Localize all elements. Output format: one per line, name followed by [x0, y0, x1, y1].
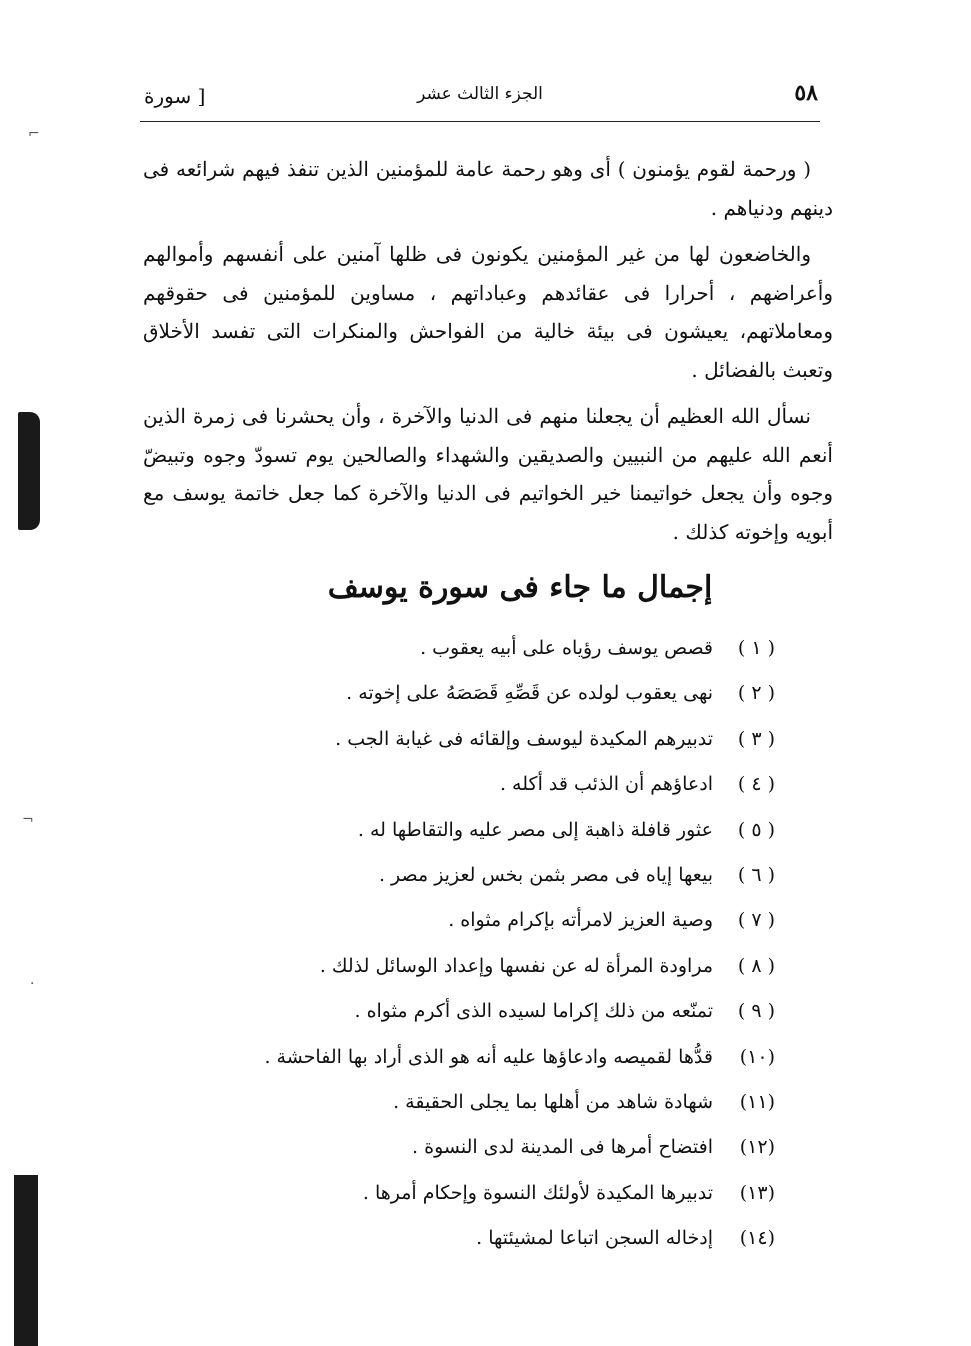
item-number: ( ٤ ) — [737, 773, 775, 796]
part-title: الجزء الثالث عشر — [417, 84, 543, 104]
item-number: ( ٩ ) — [737, 1000, 775, 1023]
summary-item — [215, 626, 775, 671]
item-text: ادعاؤهم أن الذئب قد أكله . — [499, 773, 713, 796]
section-heading: إجمال ما جاء فى سورة يوسف — [327, 570, 713, 605]
item-text: مراودة المرأة له عن نفسها وإعداد الوسائل لذلك . — [319, 954, 713, 977]
summary-item — [215, 717, 775, 762]
paragraph: نسأل الله العظيم أن يجعلنا منهم فى الدنيا والآخرة ، وأن يحشرنا فى زمرة الذين أنعم الله عليهم من النبيين والصديقين والشهداء والصالحين يوم تسودّ وجوه وتبيضّ وجوه وأن يجعل خواتيمنا خير الخواتيم فى الدنيا والآخرة كما جعل خاتمة يوسف مع أبويه وإخوته كذلك . — [143, 404, 833, 544]
summary-item — [215, 989, 775, 1034]
surah-label: [ سورة — [144, 84, 206, 108]
summary-list — [215, 626, 775, 1261]
item-number: (١٢) — [739, 1136, 775, 1159]
summary-item — [215, 1125, 775, 1170]
item-text: افتضاح أمرها فى المدينة لدى النسوة . — [412, 1136, 713, 1159]
item-number: ( ٣ ) — [737, 727, 775, 750]
item-text: قدُّها لقميصه وادعاؤها عليه أنه هو الذى أراد بها الفاحشة . — [264, 1045, 713, 1068]
item-text: تدبيرهم المكيدة ليوسف وإلقائه فى غيابة الجب . — [335, 727, 713, 750]
paragraph: والخاضعون لها من غير المؤمنين يكونون فى ظلها آمنين على أنفسهم وأموالهم وأعراضهم ، أحرارا فى عقائدهم وعباداتهم ، مساوين للمؤمنين فى حقوقهم ومعاملاتهم، يعيشون فى بيئة خالية من الفواحش والمنكرات التى تفسد الأخلاق وتعبث بالفضائل . — [143, 242, 833, 382]
item-number: ( ١ ) — [737, 637, 775, 659]
scan-shadow-bottom — [14, 1175, 38, 1346]
item-number: (١٤) — [739, 1227, 775, 1250]
summary-item — [215, 671, 775, 716]
scan-speck: · — [30, 976, 35, 992]
summary-item — [215, 1216, 775, 1261]
item-number: ( ٥ ) — [737, 818, 775, 841]
item-number: ( ٨ ) — [737, 954, 775, 977]
scan-speck: ⌐ — [28, 126, 40, 142]
summary-item — [215, 808, 775, 853]
page-number: ٥٨ — [794, 80, 818, 106]
item-text: إدخاله السجن اتباعا لمشيئتها . — [476, 1227, 713, 1250]
paragraph: ( ورحمة لقوم يؤمنون ) أى وهو رحمة عامة للمؤمنين الذين تنفذ فيهم شرائعه فى دينهم ودنياهم . — [143, 157, 833, 220]
summary-item — [215, 898, 775, 943]
item-number: ( ٢ ) — [737, 682, 775, 705]
summary-item — [215, 944, 775, 989]
summary-item — [215, 1171, 775, 1216]
item-number: (١٠) — [739, 1045, 775, 1068]
body-text — [143, 150, 833, 559]
item-text: نهى يعقوب لولده عن قَصِّهِ قَصَصَهُ على إخوته . — [346, 682, 713, 705]
header-rule — [140, 121, 820, 122]
item-text: تدبيرها المكيدة لأولئك النسوة وإحكام أمرها . — [362, 1181, 713, 1204]
running-header — [140, 78, 820, 122]
item-text: وصية العزيز لامرأته بإكرام مثواه . — [448, 909, 713, 932]
item-number: (١٣) — [739, 1181, 775, 1204]
item-number: (١١) — [739, 1090, 775, 1113]
item-text: شهادة شاهد من أهلها بما يجلى الحقيقة . — [393, 1090, 713, 1113]
item-text: قصص يوسف رؤياه على أبيه يعقوب . — [420, 637, 713, 659]
summary-item — [215, 853, 775, 898]
item-text: تمنّعه من ذلك إكراما لسيده الذى أكرم مثواه . — [354, 1000, 713, 1023]
item-text: عثور قافلة ذاهبة إلى مصر عليه والتقاطها له . — [357, 818, 713, 841]
summary-item — [215, 1035, 775, 1080]
item-text: بيعها إياه فى مصر بثمن بخس لعزيز مصر . — [378, 863, 713, 886]
item-number: ( ٧ ) — [737, 909, 775, 932]
scan-shadow-top — [18, 412, 40, 530]
scan-speck: ¬ — [22, 812, 34, 828]
item-number: ( ٦ ) — [737, 863, 775, 886]
summary-item — [215, 762, 775, 807]
summary-item — [215, 1080, 775, 1125]
